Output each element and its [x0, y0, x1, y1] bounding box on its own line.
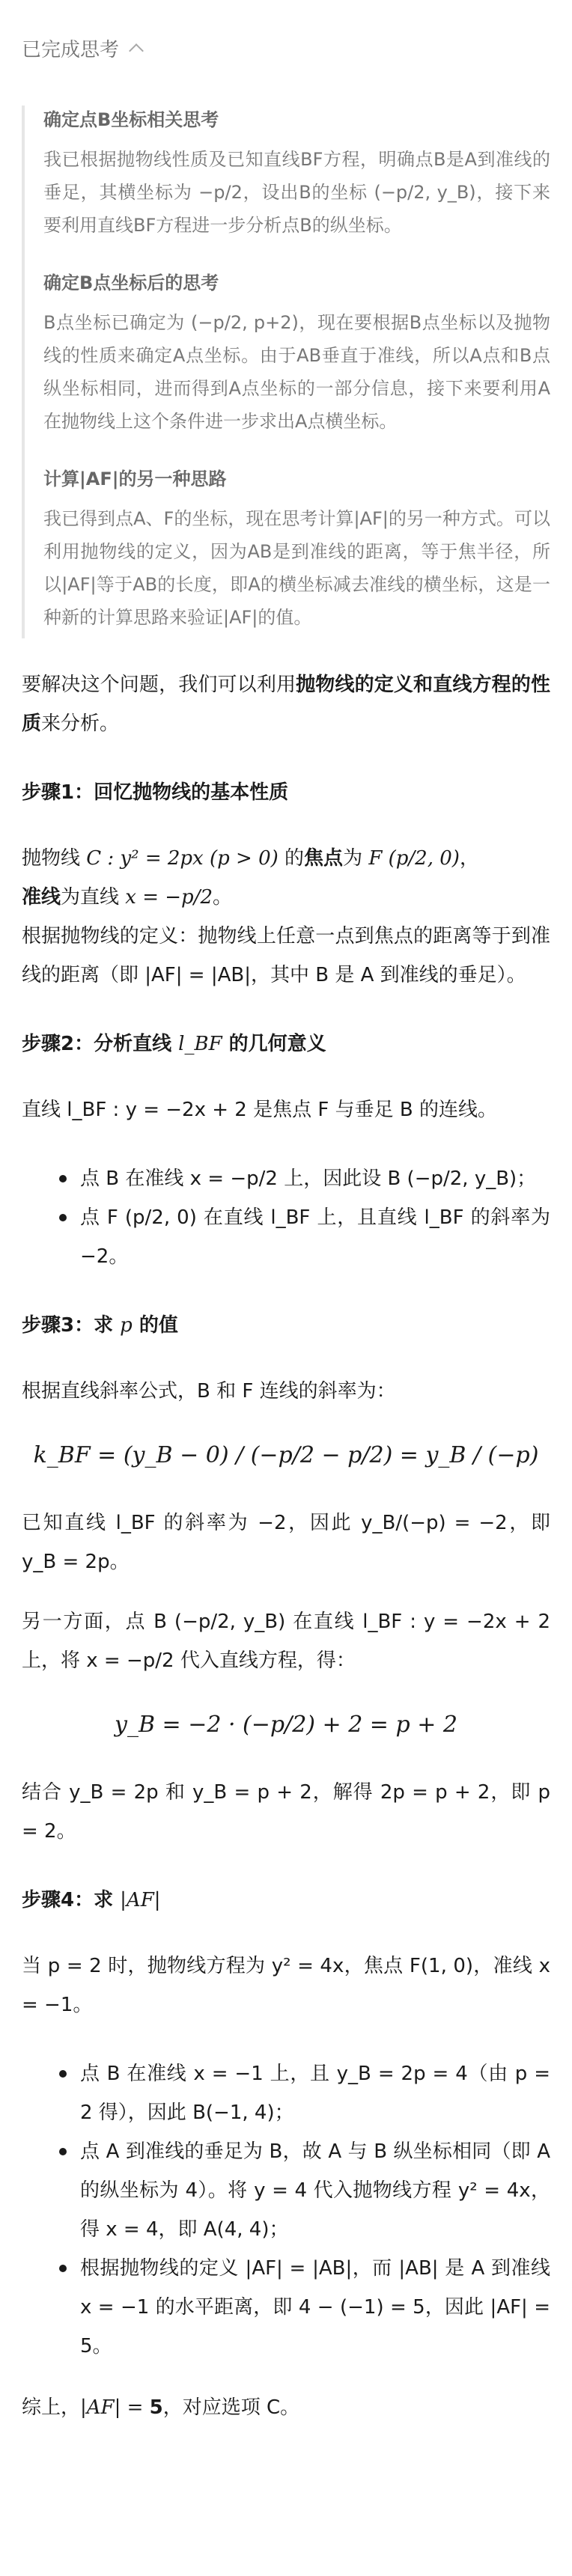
- text: 。: [213, 886, 233, 909]
- intro-text-end: 来分析。: [41, 712, 120, 735]
- thinking-status-label: 已完成思考: [22, 38, 120, 61]
- thinking-section: [43, 269, 550, 438]
- yb-equation: y_B = −2 · (−p/2) + 2 = p + 2: [115, 1712, 457, 1738]
- text: 的值: [132, 1314, 178, 1337]
- directrix-equation: x = −p/2: [125, 886, 213, 909]
- line-symbol: l_BF: [178, 1033, 222, 1055]
- answer-body: [22, 665, 550, 2427]
- thinking-section-title: 确定点B坐标相关思考: [43, 109, 219, 130]
- af-symbol: |AF|: [120, 1889, 161, 1911]
- thinking-section-body: B点坐标已确定为 (−p/2, p+2)，现在要根据B点坐标以及抛物线的性质来确定A点坐标。由于AB垂直于准线，所以A点和B点纵坐标相同，进而得到A点坐标的一部分信息，接下来要利用A在抛物线上这个条件进一步求出A点横坐标。: [43, 312, 550, 432]
- step3-solve: 结合 y_B = 2p 和 y_B = p + 2，解得 2p = p + 2，即 p = 2。: [22, 1781, 550, 1843]
- step3-slope-result: 已知直线 l_BF 的斜率为 −2，因此 y_B/(−p) = −2，即 y_B = 2p。: [22, 1512, 550, 1573]
- step1-focus-line: [22, 839, 550, 917]
- step3-slope-intro: 根据直线斜率公式，B 和 F 连线的斜率为：: [22, 1380, 396, 1403]
- af-symbol: |AF| =: [80, 2396, 150, 2419]
- list-item: 点 F (p/2, 0) 在直线 l_BF 上，且直线 l_BF 的斜率为 −2。: [59, 1198, 550, 1276]
- text: 抛物线: [22, 847, 87, 870]
- text: 的: [278, 847, 305, 870]
- thinking-section-title: 计算|AF|的另一种思路: [43, 468, 227, 489]
- focus-coords: F (p/2, 0): [368, 847, 460, 870]
- step4-bullet-list: [22, 2054, 550, 2366]
- p-symbol: p: [120, 1314, 133, 1337]
- intro-paragraph: [22, 665, 550, 743]
- text: 步骤3：求: [22, 1314, 121, 1337]
- slope-equation: k_BF = (y_B − 0) / (−p/2 − p/2) = y_B / (−p): [33, 1442, 539, 1468]
- text: ，对应选项 C。: [162, 2396, 300, 2419]
- step3-substitute: 另一方面，点 B (−p/2, y_B) 在直线 l_BF : y = −2x + 2 上，将 x = −p/2 代入直线方程，得：: [22, 1611, 550, 1672]
- thinking-section: [43, 465, 550, 634]
- answer-value: 5: [149, 2396, 163, 2419]
- text: 步骤2：分析直线: [22, 1033, 179, 1055]
- thinking-section: [43, 106, 550, 242]
- conclusion: [22, 2388, 550, 2427]
- parabola-equation: C : y² = 2px (p > 0): [86, 847, 279, 870]
- step4-heading: [22, 1881, 550, 1920]
- thinking-section-body: 我已根据抛物线性质及已知直线BF方程，明确点B是A到准线的垂足，其横坐标为 −p/2，设出B的坐标 (−p/2, y_B)，接下来要利用直线BF方程进一步分析点B的纵坐标。: [43, 149, 550, 236]
- thinking-section-title: 确定B点坐标后的思考: [43, 272, 219, 293]
- step1-definition: 根据抛物线的定义：抛物线上任意一点到焦点的距离等于到准线的距离（即 |AF| = |AB|，其中 B 是 A 到准线的垂足）。: [22, 925, 550, 986]
- chevron-up-icon[interactable]: [129, 43, 144, 58]
- thinking-block: [22, 106, 550, 638]
- page: [0, 30, 572, 2427]
- text: 为: [343, 847, 369, 870]
- list-item: 点 A 到准线的垂足为 B，故 A 与 B 纵坐标相同（即 A 的纵坐标为 4）。将 y = 4 代入抛物线方程 y² = 4x，得 x = 4，即 A(4, 4)；: [59, 2132, 550, 2249]
- thinking-toggle[interactable]: [22, 30, 550, 66]
- directrix-emphasis: 准线: [22, 886, 61, 909]
- text: ，: [459, 847, 479, 870]
- list-item: 点 B 在准线 x = −1 上，且 y_B = 2p = 4（由 p = 2 得），因此 B(−1, 4)；: [59, 2054, 550, 2132]
- list-item: 点 B 在准线 x = −p/2 上，因此设 B (−p/2, y_B)；: [59, 1159, 550, 1198]
- text: 为直线: [61, 886, 126, 909]
- text: 综上，: [22, 2396, 81, 2419]
- step1-heading: 步骤1：回忆抛物线的基本性质: [22, 781, 289, 804]
- step2-bullet-list: [22, 1159, 550, 1276]
- list-item: 根据抛物线的定义 |AF| = |AB|，而 |AB| 是 A 到准线 x = −1 的水平距离，即 4 − (−1) = 5，因此 |AF| = 5。: [59, 2249, 550, 2366]
- step4-paragraph: 当 p = 2 时，抛物线方程为 y² = 4x，焦点 F(1, 0)，准线 x = −1。: [22, 1955, 550, 2016]
- thinking-section-body: 我已得到点A、F的坐标，现在思考计算|AF|的另一种方式。可以利用抛物线的定义，因为AB是到准线的距离，等于焦半径，所以|AF|等于AB的长度，即A的横坐标减去准线的横坐标，这是一种新的计算思路来验证|AF|的值。: [43, 508, 550, 628]
- text: 步骤4：求: [22, 1889, 121, 1911]
- intro-text: 要解决这个问题，我们可以利用: [22, 674, 296, 696]
- intro-emphasis: 抛物线的定义和直线方程的性质: [22, 674, 550, 735]
- text: 的几何意义: [222, 1033, 326, 1055]
- step3-heading: [22, 1306, 550, 1345]
- focus-emphasis: 焦点: [304, 847, 344, 870]
- step2-paragraph: 直线 l_BF : y = −2x + 2 是焦点 F 与垂足 B 的连线。: [22, 1099, 497, 1121]
- step2-heading: [22, 1025, 550, 1063]
